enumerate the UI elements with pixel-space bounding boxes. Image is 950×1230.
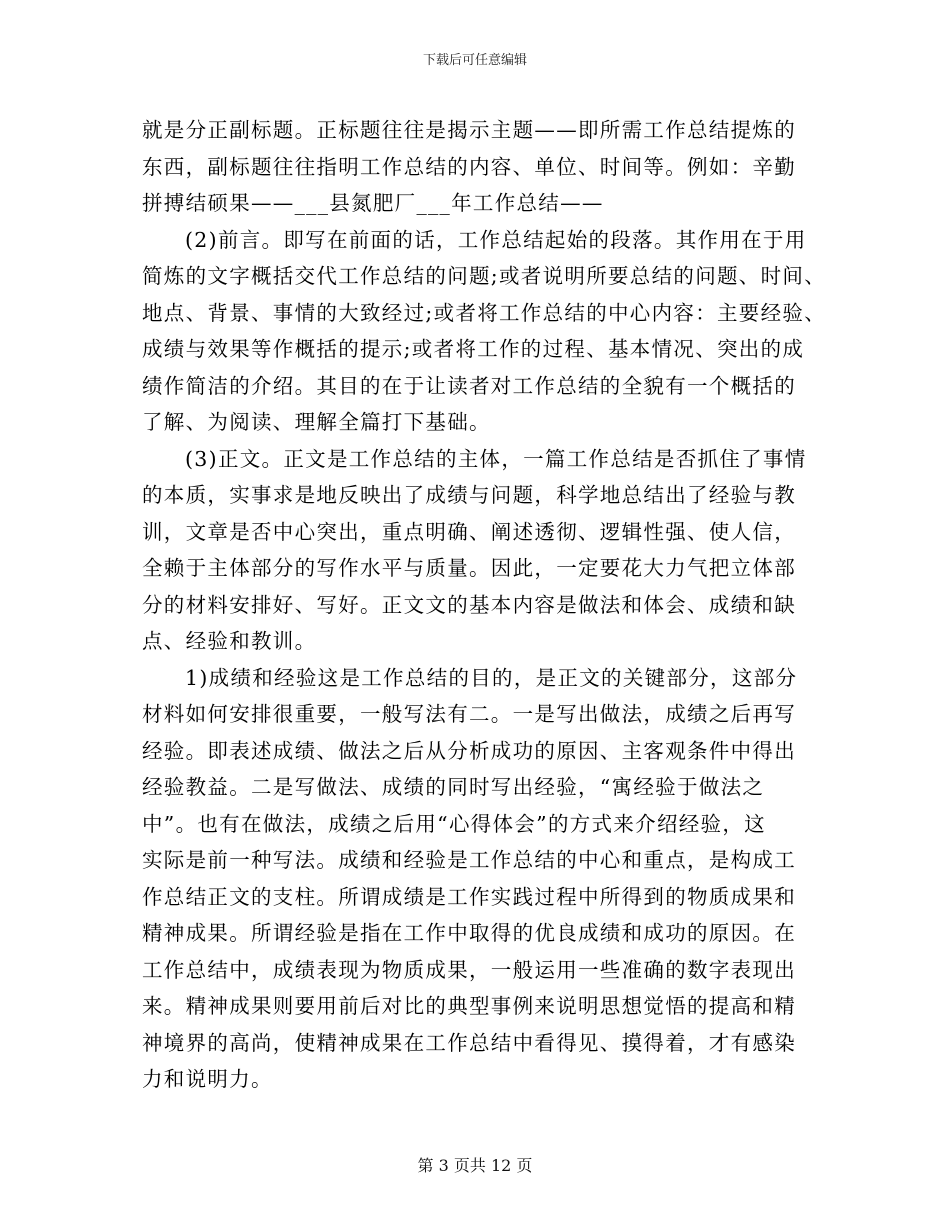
text-line: 拼搏结硕果——___县氮肥厂___年工作总结—— (142, 191, 604, 215)
text-line: 成绩与效果等作概括的提示;或者将工作的过程、基本情况、突出的成 (142, 337, 805, 361)
text-line: 地点、背景、事情的大致经过;或者将工作总结的中心内容：主要经验、 (142, 300, 827, 325)
text-line: 来。精神成果则要用前后对比的典型事例来说明思想觉悟的提高和精 (142, 994, 796, 1018)
text-line: 绩作简洁的介绍。其目的在于让读者对工作总结的全貌有一个概括的 (142, 373, 796, 398)
text-line: 就是分正副标题。正标题往往是揭示主题——即所需工作总结提炼的 (142, 118, 796, 142)
text-line: 材料如何安排很重要，一般写法有二。一是写出做法，成绩之后再写 (142, 702, 796, 726)
text-line: 经验。即表述成绩、做法之后从分析成功的原因、主客观条件中得出 (142, 738, 796, 763)
text-line: 工作总结中，成绩表现为物质成果，一般运用一些准确的数字表现出 (142, 957, 796, 982)
text-line: 实际是前一种写法。成绩和经验是工作总结的中心和重点，是构成工 (142, 848, 796, 872)
text-line: (2)前言。即写在前面的话，工作总结起始的段落。其作用在于用 (185, 227, 807, 252)
text-line: (3)正文。正文是工作总结的主体，一篇工作总结是否抓住了事情 (185, 446, 807, 471)
page-header: 下载后可任意编辑 (422, 53, 527, 68)
document-body (142, 112, 832, 1098)
text-line: 点、经验和教训。 (142, 629, 317, 653)
text-line: 简炼的文字概括交代工作总结的问题;或者说明所要总结的问题、时间、 (142, 264, 827, 288)
text-line: 全赖于主体部分的写作水平与质量。因此，一定要花大力气把立体部 (142, 556, 796, 580)
text-line: 经验教益。二是写做法、成绩的同时写出经验，“寓经验于做法之 (142, 775, 765, 799)
text-line: 的本质，实事求是地反映出了成绩与问题，科学地总结出了经验与教 (142, 483, 796, 507)
text-line: 中”。也有在做法，成绩之后用“心得体会”的方式来介绍经验，这 (142, 811, 766, 836)
page-number: 第 3 页共 12 页 (417, 1156, 533, 1175)
text-line: 力和说明力。 (142, 1067, 273, 1091)
text-line: 训，文章是否中心突出，重点明确、阐述透彻、逻辑性强、使人信， (142, 519, 796, 544)
text-line: 了解、为阅读、理解全篇打下基础。 (142, 410, 491, 434)
text-line: 精神成果。所谓经验是指在工作中取得的优良成绩和成功的原因。在 (142, 921, 796, 945)
text-line: 神境界的高尚，使精神成果在工作总结中看得见、摸得着，才有感染 (142, 1030, 796, 1055)
text-line: 分的材料安排好、写好。正文文的基本内容是做法和体会、成绩和缺 (142, 592, 796, 617)
text-line: 作总结正文的支柱。所谓成绩是工作实践过程中所得到的物质成果和 (142, 884, 796, 909)
text-line: 1)成绩和经验这是工作总结的目的，是正文的关键部分，这部分 (185, 665, 798, 690)
text-line: 东西，副标题往往指明工作总结的内容、单位、时间等。例如：辛勤 (142, 154, 796, 179)
